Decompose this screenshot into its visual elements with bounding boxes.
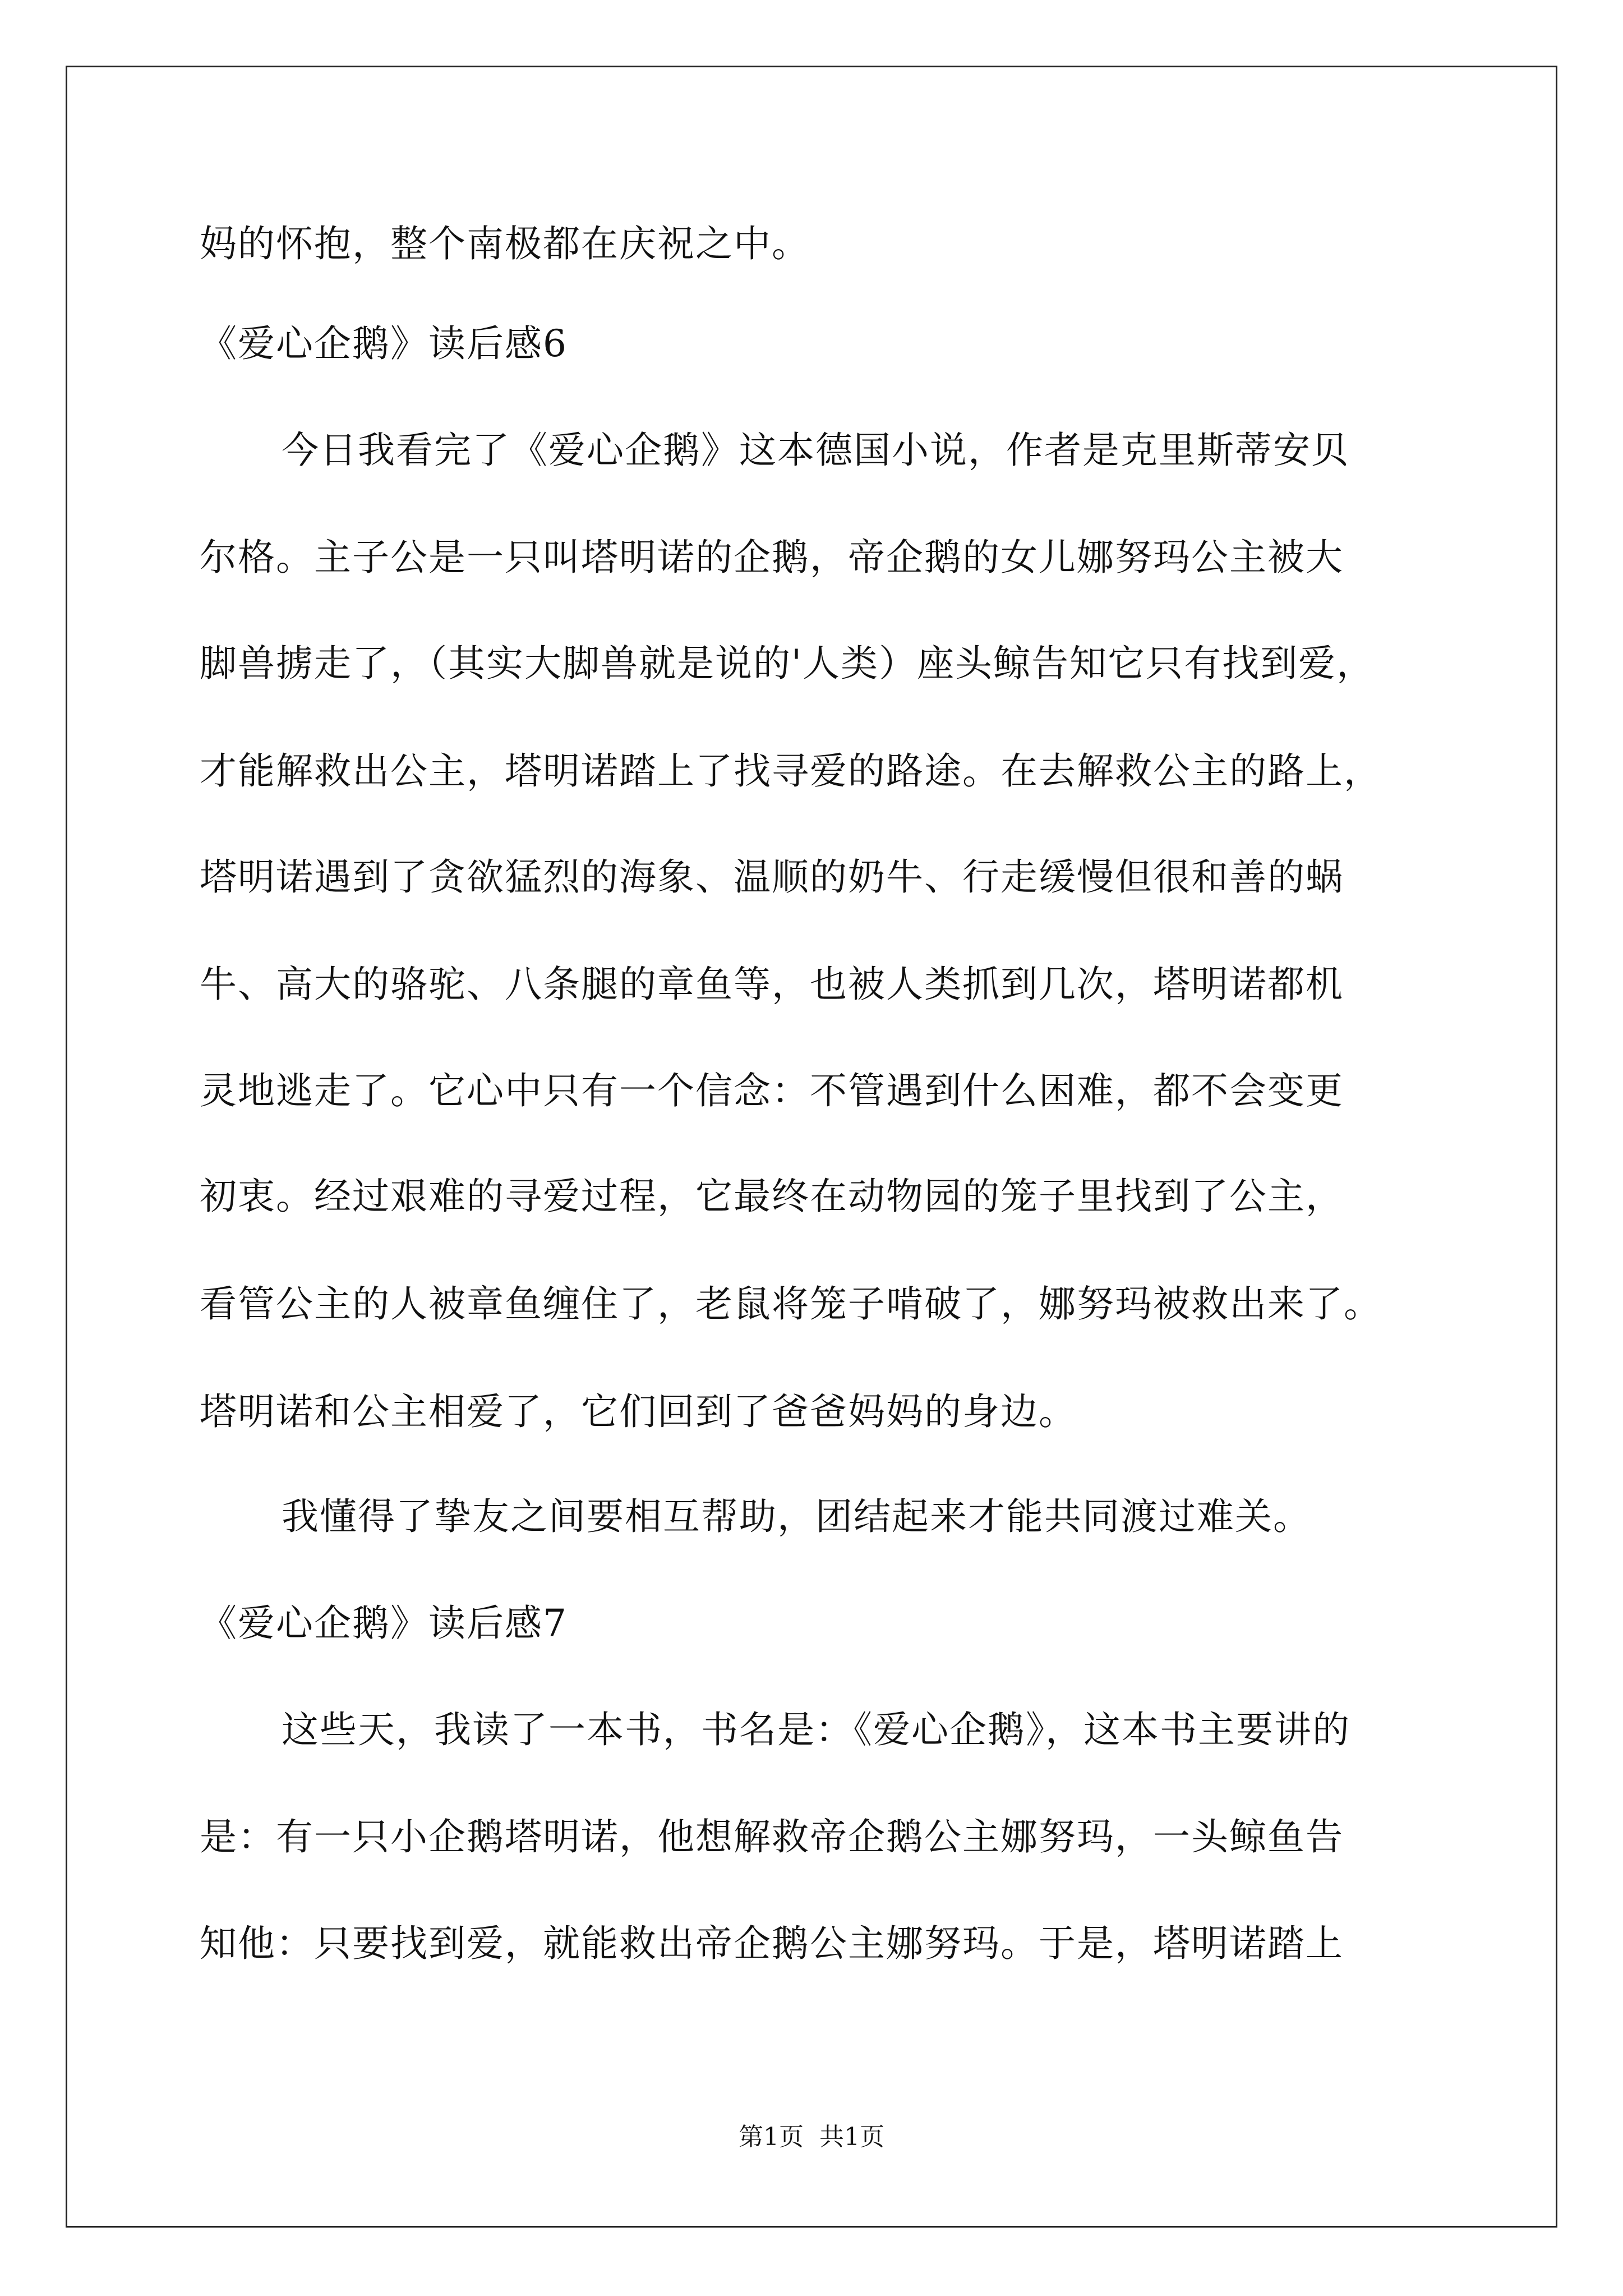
paragraph-line: 这些天，我读了一本书，书名是：《爱心企鹅》，这本书主要讲的 bbox=[282, 1708, 1350, 1751]
page-total: 共1页 bbox=[819, 2123, 884, 2151]
page-footer bbox=[0, 2120, 1623, 2154]
paragraph-line: 知他：只要找到爱，就能救出帝企鹅公主娜努玛。于是，塔明诺踏上 bbox=[200, 1922, 1344, 1965]
paragraph-line: 妈的怀抱，整个南极都在庆祝之中。 bbox=[200, 222, 810, 265]
page-border bbox=[66, 66, 1557, 2228]
paragraph-line: 塔明诺和公主相爱了，它们回到了爸爸妈妈的身边。 bbox=[200, 1390, 1077, 1433]
paragraph-line: 脚兽掳走了，（其实大脚兽就是说的'人类）座头鲸告知它只有找到爱， bbox=[200, 642, 1375, 685]
paragraph-line: 牛、高大的骆驼、八条腿的章鱼等，也被人类抓到几次，塔明诺都机 bbox=[200, 963, 1344, 1006]
paragraph-line: 灵地逃走了。它心中只有一个信念：不管遇到什么困难，都不会变更 bbox=[200, 1069, 1344, 1112]
paragraph-line: 今日我看完了《爱心企鹅》这本德国小说，作者是克里斯蒂安贝 bbox=[282, 429, 1349, 472]
paragraph-line: 才能解救出公主，塔明诺踏上了找寻爱的路途。在去解救公主的路上， bbox=[200, 749, 1382, 793]
paragraph-line: 初衷。经过艰难的寻爱过程，它最终在动物园的笼子里找到了公主， bbox=[200, 1175, 1344, 1218]
paragraph-line: 是：有一只小企鹅塔明诺，他想解救帝企鹅公主娜努玛，一头鲸鱼告 bbox=[200, 1815, 1344, 1858]
paragraph-line: 看管公主的人被章鱼缠住了，老鼠将笼子啃破了，娜努玛被救出来了。 bbox=[200, 1282, 1382, 1326]
section-heading: 《爱心企鹅》读后感7 bbox=[200, 1602, 568, 1645]
paragraph-line: 尔格。主子公是一只叫塔明诺的企鹅，帝企鹅的女儿娜努玛公主被大 bbox=[200, 536, 1344, 579]
paragraph-line: 塔明诺遇到了贪欲猛烈的海象、温顺的奶牛、行走缓慢但很和善的蜗 bbox=[200, 855, 1344, 899]
paragraph-line: 我懂得了挚友之间要相互帮助，团结起来才能共同渡过难关。 bbox=[282, 1495, 1311, 1538]
section-heading: 《爱心企鹅》读后感6 bbox=[200, 322, 568, 365]
page-number: 第1页 bbox=[739, 2123, 804, 2151]
